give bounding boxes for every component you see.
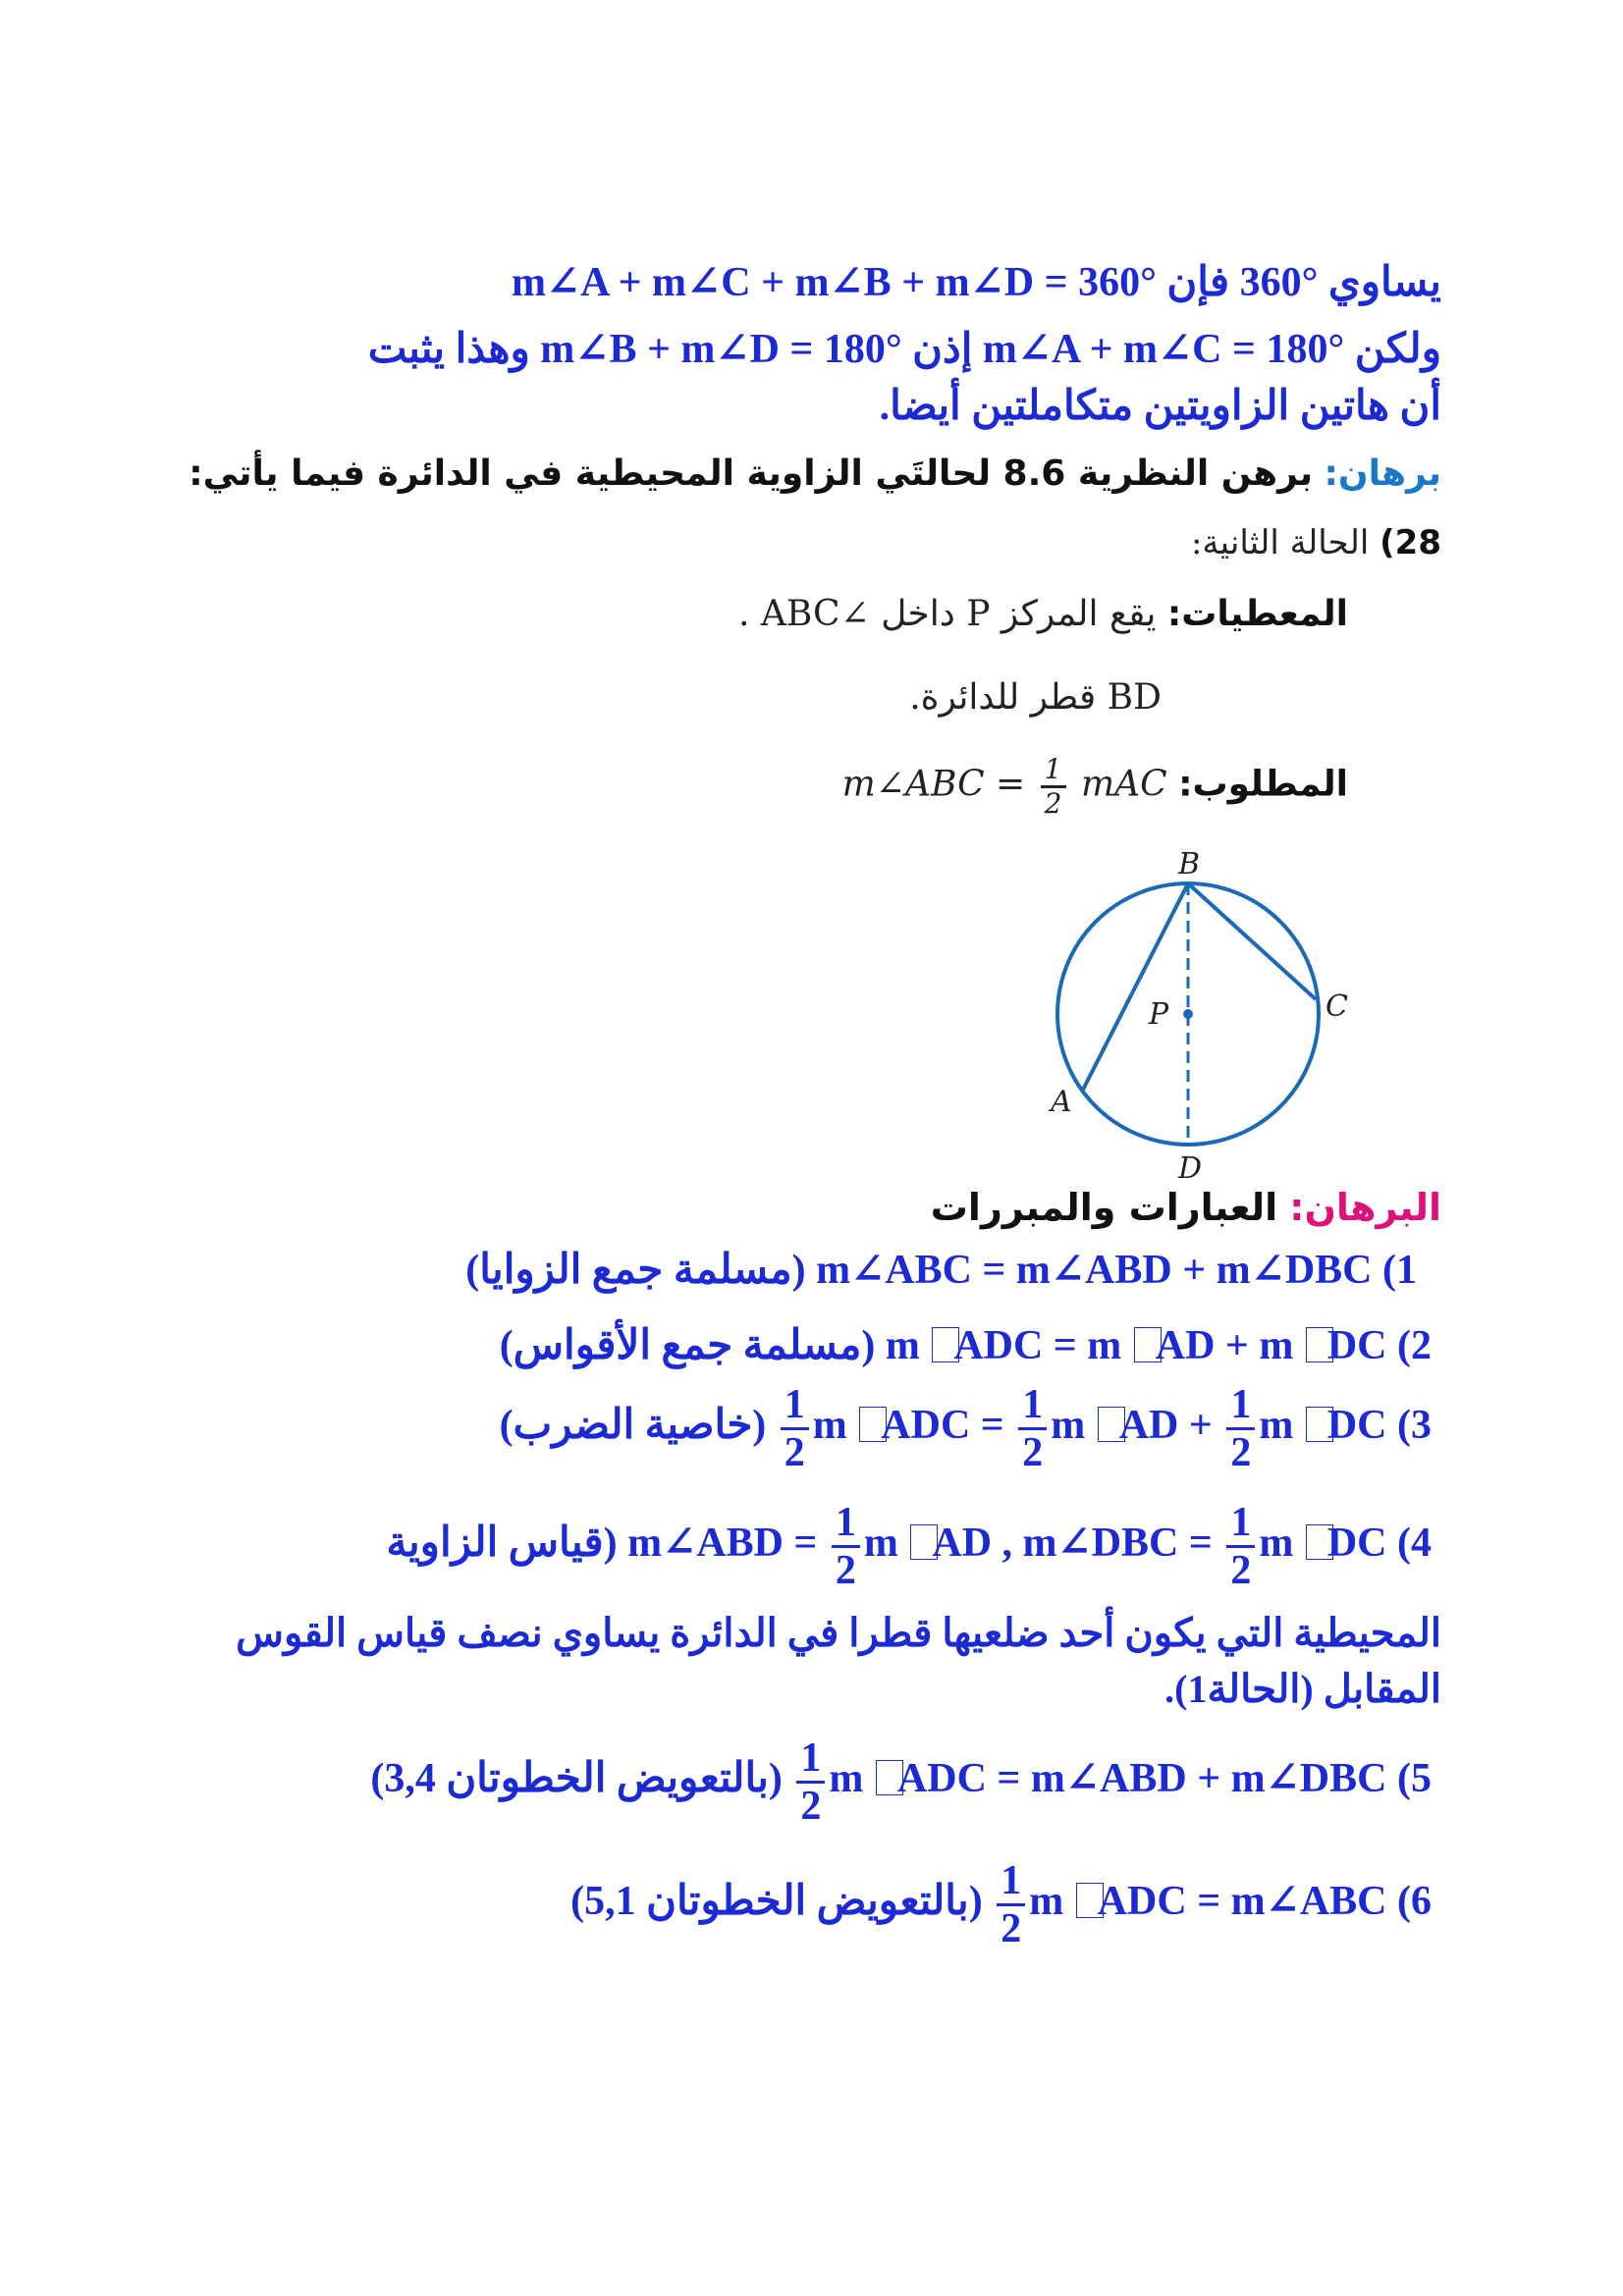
label-p: P <box>1149 997 1169 1032</box>
step1-math: m∠ABC = m∠ABD + m∠DBC <box>816 1248 1373 1293</box>
required-math <box>841 753 1167 820</box>
proof-step-2 <box>500 1320 1432 1369</box>
step2-math: m ADC = m AD + m DC <box>885 1323 1387 1368</box>
given-line <box>738 594 1348 634</box>
step6-number: 6) <box>1397 1879 1432 1925</box>
required-frac-num: 1 <box>1041 756 1066 788</box>
step5-reason: (بالتعويض الخطوتان 3,4) <box>370 1756 783 1802</box>
fraction-half: $\frac{1}{2}$ <box>832 1502 860 1591</box>
fraction-half: $\frac{1}{2}$ <box>796 1737 825 1827</box>
fraction-half: $\frac{1}{2}$ <box>1018 1384 1047 1473</box>
step6-math: $\frac{1}{2}$ m ADC = m∠ABC <box>993 1860 1386 1949</box>
intro-line2-start: ولكن <box>1354 327 1441 372</box>
fraction-half: $\frac{1}{2}$ <box>997 1860 1025 1949</box>
given-label: المعطيات: <box>1166 594 1348 634</box>
arc-symbol <box>1098 1407 1125 1442</box>
fraction-half: $\frac{1}{2}$ <box>1226 1502 1255 1591</box>
label-b: B <box>1178 847 1201 881</box>
step4-cont1-text: المحيطية التي يكون أحد ضلعيها قطرا في الدائرة يساوي نصف قياس القوس <box>236 1611 1441 1655</box>
problem-number: 28) <box>1380 523 1441 562</box>
intro-line-2 <box>368 324 1441 373</box>
step3-reason: (خاصية الضرب) <box>499 1403 767 1449</box>
intro-line2-end: وهذا يثبت <box>367 327 530 372</box>
step3-math: $\frac{1}{2}$ m ADC = $\frac{1}{2}$ m AD + $\frac{1}{2}$ m DC <box>777 1384 1387 1473</box>
proof-title-line <box>931 1186 1441 1229</box>
given-text-2: BD قطر للدائرة. <box>909 677 1162 718</box>
proof-step-4 <box>386 1502 1432 1591</box>
intro-line1-text: يساوي °360 فإن <box>1166 260 1441 305</box>
step1-number: 1) <box>1382 1248 1417 1293</box>
required-label: المطلوب: <box>1178 764 1348 805</box>
step6-reason: (بالتعويض الخطوتان 5,1) <box>570 1879 983 1925</box>
label-c: C <box>1325 989 1348 1024</box>
step5-math: $\frac{1}{2}$ m ADC = m∠ABD + m∠DBC <box>792 1737 1386 1827</box>
step4-cont2-text: المقابل (الحالة1). <box>1164 1667 1441 1711</box>
problem-case <box>1191 523 1441 562</box>
step4-reason: (قياس الزاوية <box>386 1521 618 1567</box>
fraction-half: $\frac{1}{2}$ <box>1226 1384 1255 1473</box>
intro-line1-math: m∠A + m∠C + m∠B + m∠D = 360° <box>511 260 1157 305</box>
proof-step-6 <box>570 1860 1432 1949</box>
arc-symbol <box>1306 1524 1333 1560</box>
center-point <box>1183 1009 1193 1019</box>
arc-symbol <box>1076 1883 1104 1918</box>
step3-number: 3) <box>1397 1403 1432 1449</box>
proof-task-label: برهان: <box>1324 454 1441 494</box>
step2-reason: (مسلمة جمع الأقواس) <box>499 1323 876 1368</box>
required-math-left: m∠ABC = <box>841 764 1026 805</box>
intro-line-1 <box>512 257 1441 306</box>
intro-line-3 <box>880 381 1441 430</box>
chord-ba <box>1082 883 1188 1092</box>
step1-reason: (مسلمة جمع الزوايا) <box>465 1248 806 1293</box>
step2-number: 2) <box>1397 1323 1432 1368</box>
fraction-half: $\frac{1}{2}$ <box>781 1384 809 1473</box>
intro-line2-math1: m∠A + m∠C = 180° <box>982 327 1345 372</box>
intro-line2-math2: m∠B + m∠D = 180° <box>540 327 902 372</box>
step4-continuation-2 <box>1164 1666 1441 1712</box>
proof-step-5 <box>370 1737 1432 1827</box>
proof-task-text: برهن النظرية 8.6 لحالتَي الزاوية المحيطية في الدائرة فيما يأتي: <box>189 454 1314 494</box>
step5-number: 5) <box>1397 1756 1432 1802</box>
arc-symbol <box>876 1760 903 1795</box>
proof-step-1 <box>465 1245 1417 1294</box>
arc-symbol <box>932 1327 959 1362</box>
arc-symbol <box>859 1407 887 1442</box>
intro-line3-text: أن هاتين الزاويتين متكاملتين أيضا. <box>879 384 1441 429</box>
arc-symbol <box>1306 1327 1333 1362</box>
required-frac-den: 2 <box>1044 787 1062 820</box>
required-line <box>841 753 1348 820</box>
proof-task <box>189 454 1441 494</box>
proof-step-3 <box>500 1384 1432 1473</box>
required-math-right: mAC <box>1080 764 1167 805</box>
label-d: D <box>1178 1151 1203 1186</box>
label-a: A <box>1051 1085 1072 1119</box>
proof-title: البرهان: <box>1289 1186 1441 1229</box>
step4-math: m∠ABD = $\frac{1}{2}$ m AD , m∠DBC = $\frac{1}{2}$ m DC <box>627 1500 1387 1593</box>
required-fraction <box>1041 753 1066 820</box>
given-text: يقع المركز P داخل ∠ABC . <box>738 594 1157 634</box>
step4-number: 4) <box>1397 1521 1432 1567</box>
problem-case-text: الحالة الثانية: <box>1190 523 1370 562</box>
step4-continuation-1 <box>236 1610 1441 1656</box>
arc-symbol <box>1134 1327 1162 1362</box>
given-line-2 <box>909 677 1162 718</box>
circle-diagram <box>1031 844 1365 1198</box>
arc-symbol <box>1306 1407 1333 1442</box>
arc-symbol <box>910 1524 938 1560</box>
intro-line2-mid: إذن <box>912 327 973 372</box>
proof-subtitle: العبارات والمبررات <box>930 1186 1278 1229</box>
